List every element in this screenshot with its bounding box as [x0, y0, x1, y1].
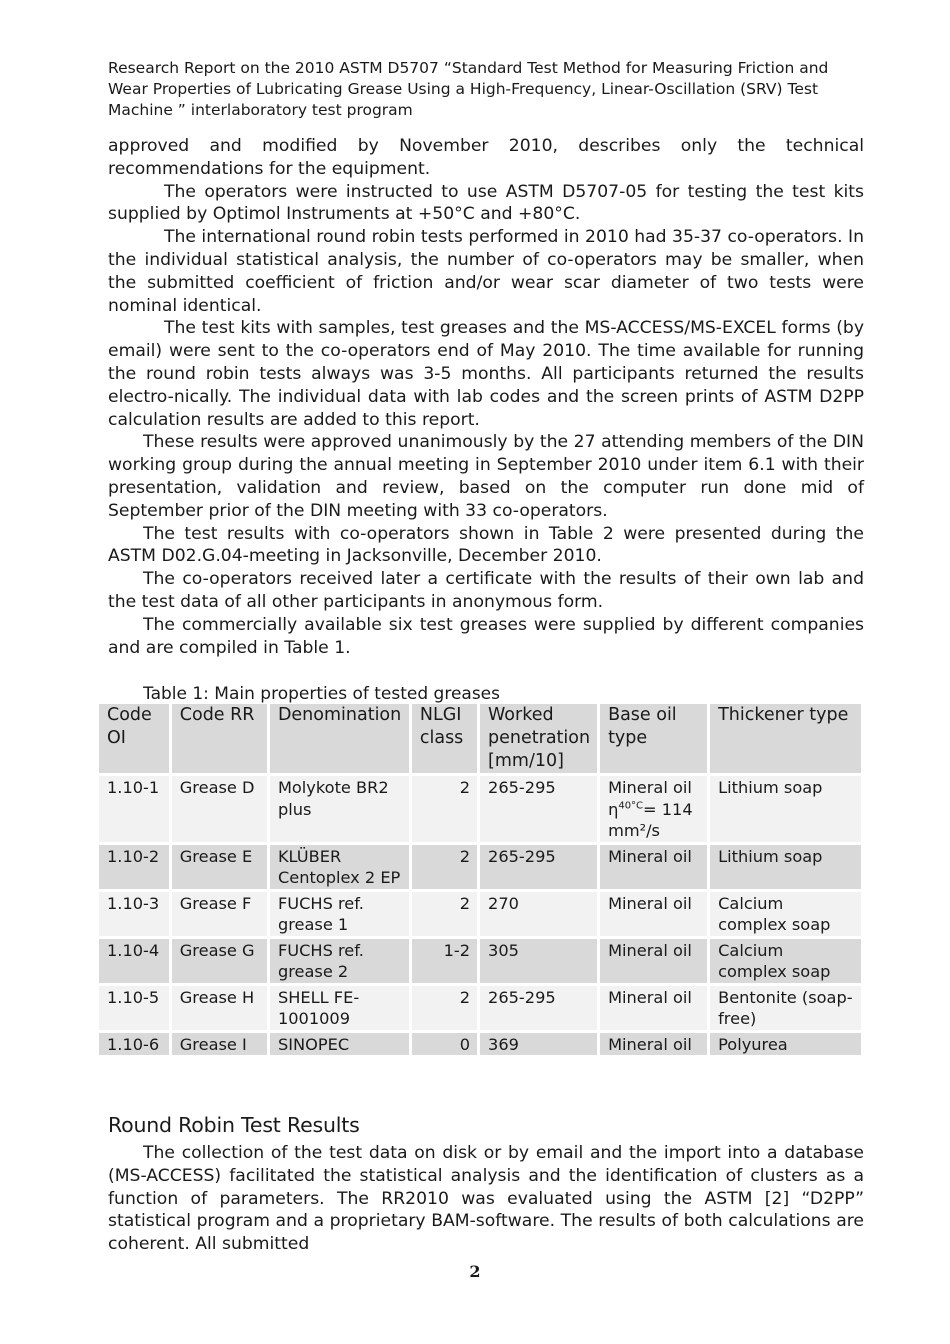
cell-worked-penetration: 265-295 — [480, 845, 597, 889]
cell-code-oi: 1.10-1 — [99, 776, 169, 842]
cell-worked-penetration: 265-295 — [480, 776, 597, 842]
paragraph: The international round robin tests performed in 2010 had 35-37 co-operators. In the individual statistical analysis, the number of co-operators may be smaller, when the submitted coefficient of friction and/or wear scar diameter of two tests were nominal identical. — [108, 227, 865, 316]
cell-worked-penetration: 270 — [480, 892, 597, 936]
paragraph: The commercially available six test greases were supplied by different companies and are compiled in Table 1. — [108, 614, 864, 658]
paragraph: The operators were instructed to use ASTM D5707-05 for testing the test kits supplied by Optimol Instruments at +50°C and +80°C. — [108, 181, 864, 225]
running-header — [108, 58, 848, 121]
cell-denomination: SHELL FE-1001009 — [270, 986, 409, 1030]
cell-worked-penetration: 265-295 — [480, 986, 597, 1030]
paragraph: The test results with co-operators shown in Table 2 were presented during the ASTM D02.G.04-meeting in Jacksonville, December 2010. — [108, 523, 864, 567]
cell-base-oil: Mineral oil — [600, 986, 707, 1030]
viscosity-symbol: η — [608, 799, 619, 819]
cell-nlgi: 2 — [412, 776, 477, 842]
cell-worked-penetration: 305 — [480, 939, 597, 983]
viscosity-value: = 114 mm²/s — [608, 799, 693, 840]
cell-nlgi: 0 — [412, 1033, 477, 1056]
paragraph: These results were approved unanimously by the 27 attending members of the DIN working group during the annual meeting in September 2010 under item 6.1 with their presentation, validation and review, based on the computer run done mid of September prior of the DIN meeting with 33 co-operators. — [108, 432, 864, 521]
table-row — [99, 845, 861, 889]
cell-code-rr: Grease F — [172, 892, 267, 936]
base-oil-label: Mineral oil — [608, 778, 692, 797]
cell-nlgi: 2 — [412, 892, 477, 936]
cell-thickener: Lithium soap — [710, 845, 861, 889]
cell-denomination: FUCHS ref. grease 2 — [270, 939, 409, 983]
column-header: Code OI — [99, 704, 169, 773]
table-row — [99, 1033, 861, 1056]
cell-code-oi: 1.10-6 — [99, 1033, 169, 1056]
cell-denomination: KLÜBER Centoplex 2 EP — [270, 845, 409, 889]
cell-nlgi: 1-2 — [412, 939, 477, 983]
cell-nlgi: 2 — [412, 845, 477, 889]
paragraph: The collection of the test data on disk or by email and the import into a database (MS-ACCESS) facilitated the statistical analysis and the identification of clusters as a function of parameters. The RR2010 was evaluated using the ASTM [2] “D2PP” statistical program and a proprietary BAM-software. The results of both calculations are coherent. All submitted — [108, 1143, 864, 1255]
table-row — [99, 892, 861, 936]
cell-thickener: Calcium complex soap — [710, 939, 861, 983]
cell-code-rr: Grease E — [172, 845, 267, 889]
viscosity-note — [608, 799, 700, 842]
cell-code-oi: 1.10-2 — [99, 845, 169, 889]
cell-worked-penetration: 369 — [480, 1033, 597, 1056]
cell-code-oi: 1.10-5 — [99, 986, 169, 1030]
cell-base-oil: Mineral oil — [600, 845, 707, 889]
cell-nlgi: 2 — [412, 986, 477, 1030]
cell-thickener: Polyurea — [710, 1033, 861, 1056]
column-header: Denomination — [270, 704, 409, 773]
cell-denomination: Molykote BR2 plus — [270, 776, 409, 842]
cell-base-oil: Mineral oil — [600, 892, 707, 936]
grease-properties-table — [96, 701, 864, 1058]
body-text — [108, 135, 864, 659]
cell-denomination: FUCHS ref. grease 1 — [270, 892, 409, 936]
cell-code-rr: Grease H — [172, 986, 267, 1030]
column-header: NLGI class — [412, 704, 477, 773]
paragraph: The co-operators received later a certificate with the results of their own lab and the test data of all other participants in anonymous form. — [108, 569, 864, 612]
table-header-row — [99, 704, 861, 773]
header-line: Wear Properties of Lubricating Grease Using a High-Frequency, Linear-Oscillation (SRV) Test — [108, 80, 819, 98]
cell-code-rr: Grease D — [172, 776, 267, 842]
paragraph: approved and modified by November 2010, describes only the technical recommendations for the equipment. — [108, 136, 864, 179]
cell-base-oil: Mineral oil — [600, 939, 707, 983]
table-row — [99, 986, 861, 1030]
column-header: Worked penetration [mm/10] — [480, 704, 597, 773]
page-number: 2 — [469, 1262, 481, 1281]
cell-denomination: SINOPEC — [270, 1033, 409, 1056]
column-header: Code RR — [172, 704, 267, 773]
table-caption: Table 1: Main properties of tested greases — [143, 684, 500, 704]
section-body — [108, 1142, 864, 1256]
cell-base-oil — [600, 776, 707, 842]
cell-code-rr: Grease I — [172, 1033, 267, 1056]
column-header: Thickener type — [710, 704, 861, 773]
cell-thickener: Calcium complex soap — [710, 892, 861, 936]
cell-thickener: Bentonite (soap-free) — [710, 986, 861, 1030]
cell-code-rr: Grease G — [172, 939, 267, 983]
cell-base-oil: Mineral oil — [600, 1033, 707, 1056]
paragraph: The test kits with samples, test greases and the MS-ACCESS/MS-EXCEL forms (by email) were sent to the co-operators end of May 2010. The time available for running the round robin tests always was 3-5 months. All participants returned the results electro-nically. The individual data with lab codes and the screen prints of ASTM D2PP calculation results are added to this report. — [108, 318, 864, 430]
cell-code-oi: 1.10-4 — [99, 939, 169, 983]
column-header: Base oil type — [600, 704, 707, 773]
header-line: Research Report on the 2010 ASTM D5707 “Standard Test Method for Measuring Friction and — [108, 59, 829, 77]
table-row — [99, 776, 861, 842]
header-line: Machine ” interlaboratory test program — [108, 101, 413, 119]
table-row — [99, 939, 861, 983]
cell-code-oi: 1.10-3 — [99, 892, 169, 936]
cell-thickener: Lithium soap — [710, 776, 861, 842]
viscosity-temperature: 40°C — [618, 800, 644, 812]
section-heading: Round Robin Test Results — [108, 1113, 360, 1137]
